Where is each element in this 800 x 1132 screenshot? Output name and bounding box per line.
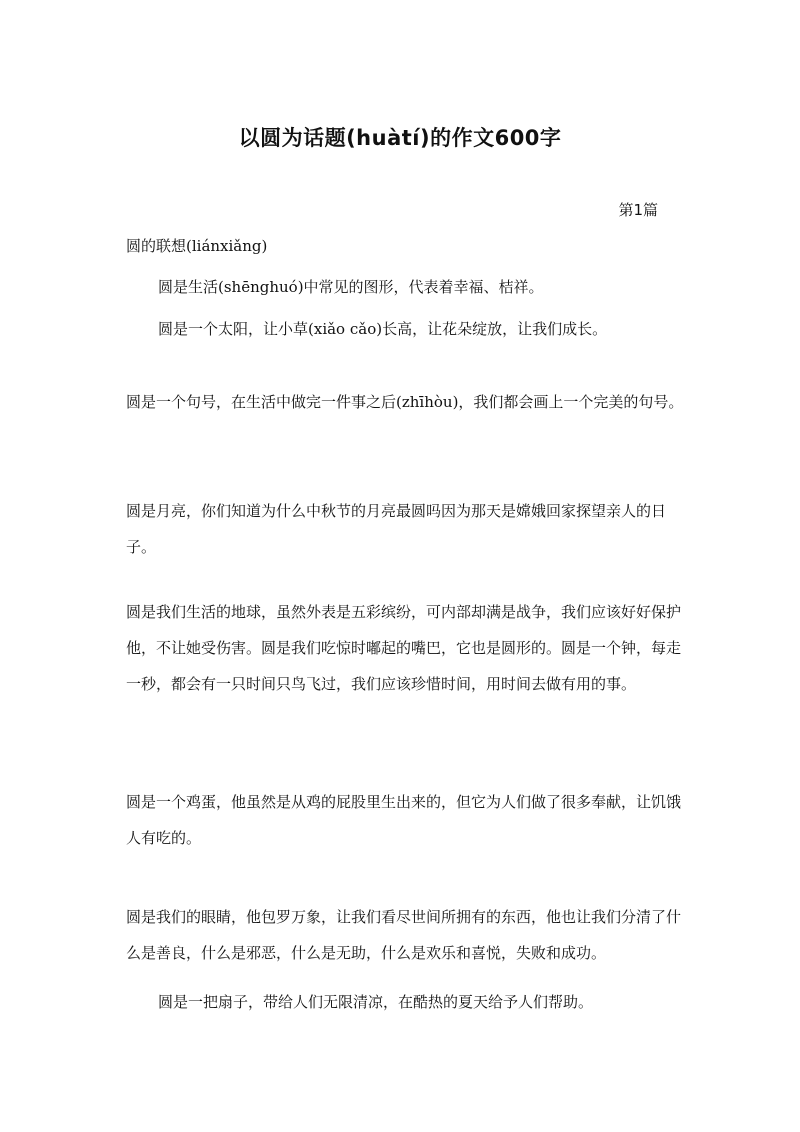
paragraph-5: 圆是我们生活的地球，虽然外表是五彩缤纷，可内部却满是战争，我们应该好好保护他，不让她受伤害。圆是我们吃惊时嘟起的嘴巴，它也是圆形的。圆是一个钟，每走一秒，都会有一只时间只鸟飞过，我们应该珍惜时间，用时间去做有用的事。 [126,603,682,693]
paragraph-7: 圆是我们的眼睛，他包罗万象，让我们看尽世间所拥有的东西，他也让我们分清了什么是善良，什么是邪恶，什么是无助，什么是欢乐和喜悦，失败和成功。 [126,908,682,962]
section-label: 第1篇 [618,201,658,219]
paragraph-1: 圆是生活(shēnghuó)中常见的图形，代表着幸福、桔祥。 [158,278,544,296]
document-title: 以圆为话题(huàtí)的作文600字 [238,126,562,150]
paragraph-4: 圆是月亮，你们知道为什么中秋节的月亮最圆吗因为那天是嫦娥回家探望亲人的日子。 [126,502,667,556]
paragraph-8: 圆是一把扇子，带给人们无限清凉，在酷热的夏天给予人们帮助。 [158,993,594,1011]
paragraph-6: 圆是一个鸡蛋，他虽然是从鸡的屁股里生出来的，但它为人们做了很多奉献，让饥饿人有吃的。 [126,793,682,847]
paragraph-2: 圆是一个太阳，让小草(xiǎo cǎo)长高，让花朵绽放，让我们成长。 [158,320,608,338]
paragraph-3: 圆是一个句号，在生活中做完一件事之后(zhīhòu)，我们都会画上一个完美的句号。 [126,393,684,411]
heading-line: 圆的联想(liánxiǎng) [126,237,268,255]
